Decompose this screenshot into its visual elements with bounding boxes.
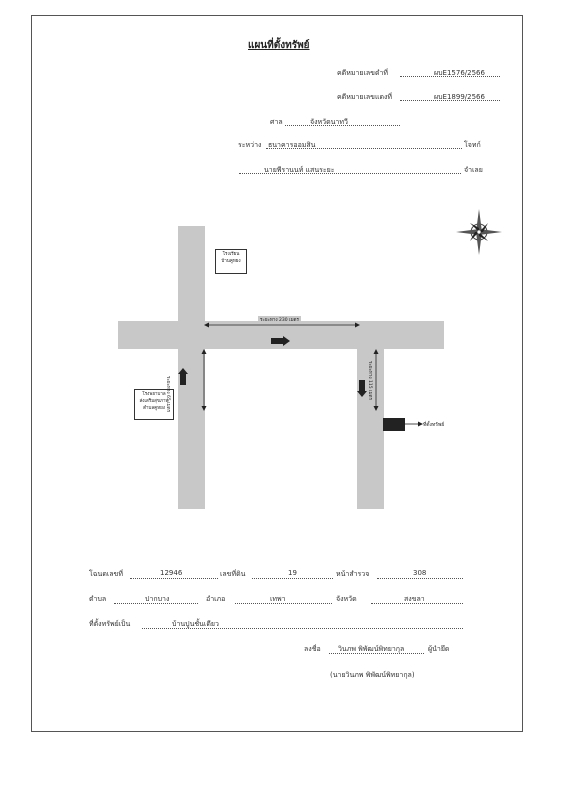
- case-black-value: ผบE1576/2566: [434, 69, 485, 77]
- page-title: แผนที่ตั้งทรัพย์: [248, 40, 310, 51]
- distance-v-right-label: ระยะทาง 115 เมตร: [367, 361, 372, 400]
- subdistrict-value: ปากบาง: [145, 595, 170, 603]
- distance-v-left-label: ระยะทาง 65 เมตร: [165, 376, 170, 413]
- defendant-role: จำเลย: [464, 166, 483, 174]
- hospital-label-2: ส่งเสริมสุขภาพ: [139, 399, 169, 404]
- hospital-label-3: ตำบลคูหยง: [143, 406, 165, 411]
- plaintiff-role: โจทก์: [464, 141, 481, 149]
- plaintiff-value: ธนาคารออมสิน: [268, 141, 316, 149]
- document-page: [31, 15, 523, 732]
- subdistrict-label: ตำบล: [89, 595, 107, 603]
- defendant-value: นายพีรานนท์ แสนระยะ: [264, 166, 335, 174]
- direction-arrow-down-icon: [357, 380, 367, 397]
- district-label: อำเภอ: [206, 595, 226, 603]
- sign-value: วินภพ พิพัฒน์พิทยากุล: [338, 645, 405, 653]
- property-marker: [383, 418, 405, 431]
- survey-dots: [377, 578, 463, 579]
- direction-arrow-right-icon: [271, 336, 290, 346]
- province-label: จังหวัด: [336, 595, 357, 603]
- school-label-2: บ้านคูหยง: [221, 259, 241, 264]
- deed-dots: [130, 578, 218, 579]
- court-label: ศาล: [270, 118, 283, 126]
- compass-rose-icon: [450, 203, 508, 261]
- survey-label: หน้าสำรวจ: [336, 570, 370, 578]
- school-box: [215, 249, 247, 274]
- survey-value: 308: [413, 569, 427, 577]
- distance-v-left-arrow: [199, 349, 209, 411]
- school-label-1: โรงเรียน: [222, 252, 240, 257]
- between-label: ระหว่าง: [238, 141, 262, 149]
- court-value: จังหวัดนาทวี: [310, 118, 348, 126]
- defendant-dots: [239, 173, 461, 174]
- property-type-value: บ้านปูนชั้นเดียว: [172, 620, 219, 628]
- case-red-value: ผบE1899/2566: [434, 93, 485, 101]
- land-no-dots: [252, 578, 333, 579]
- direction-arrow-up-icon: [178, 368, 188, 385]
- sign-label: ลงชื่อ: [304, 645, 321, 653]
- sign-name-paren: (นายวินภพ พิพัฒน์พิทยากุล): [330, 671, 415, 679]
- hospital-label-1: โรงพยาบาล: [142, 392, 166, 397]
- plaintiff-dots: [266, 148, 462, 149]
- deed-label: โฉนดเลขที่: [89, 570, 123, 578]
- land-no-value: 19: [288, 569, 297, 577]
- district-value: เทพา: [270, 595, 286, 603]
- property-type-label: ที่ตั้งทรัพย์เป็น: [89, 620, 131, 628]
- case-red-label: คดีหมายเลขแดงที่: [337, 93, 393, 101]
- property-pointer-arrow: [405, 420, 423, 428]
- distance-h-label: ระยะทาง 230 เมตร: [260, 318, 299, 323]
- case-black-label: คดีหมายเลขดำที่: [337, 69, 389, 77]
- land-no-label: เลขที่ดิน: [220, 570, 246, 578]
- province-value: สงขลา: [404, 595, 425, 603]
- deed-value: 12946: [160, 569, 183, 577]
- property-label: ที่ตั้งทรัพย์: [423, 422, 445, 428]
- sign-role: ผู้นำยึด: [428, 645, 450, 653]
